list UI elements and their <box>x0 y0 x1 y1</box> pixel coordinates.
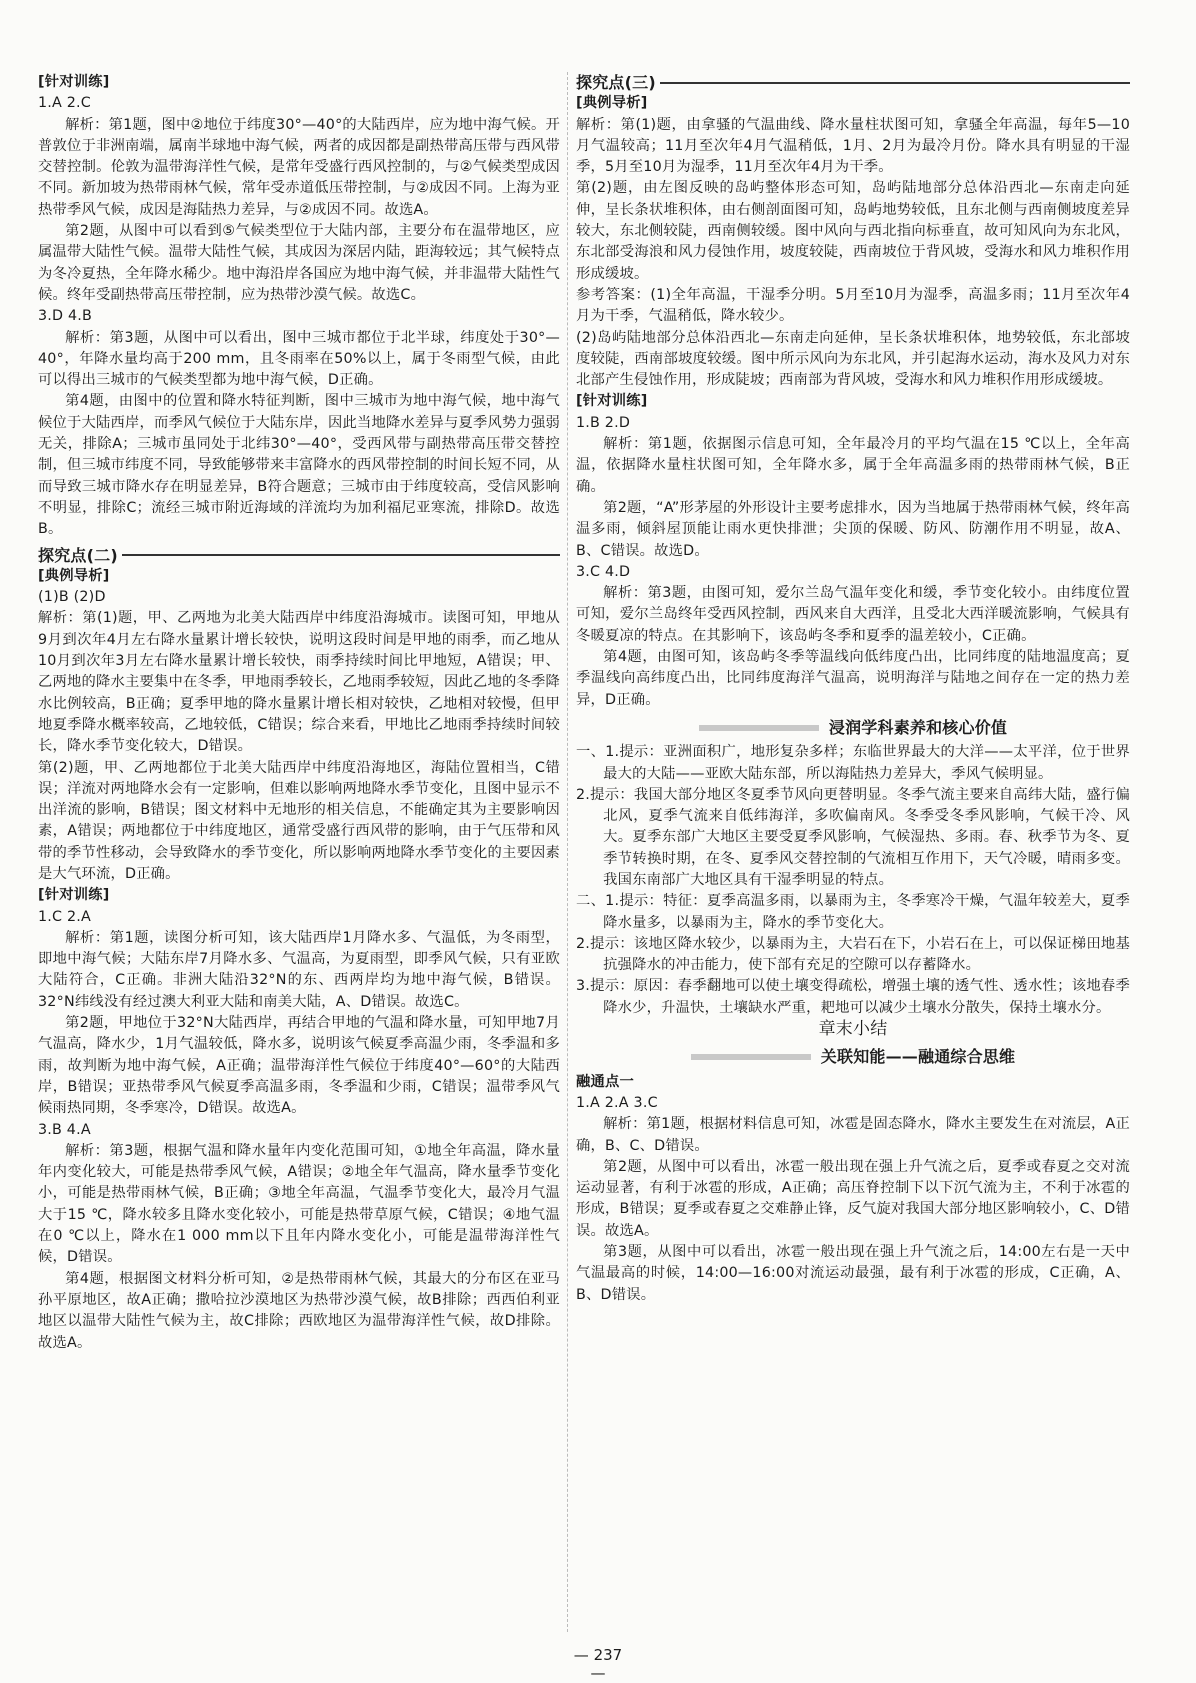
section-banner <box>576 1046 1130 1067</box>
paragraph: 第2题，从图中可以看到⑤气候类型位于大陆内部，主要分布在温带地区，应属温带大陆性气候。温带大陆性气候，其成因为深居内陆，距海较远；其气候特点为冬冷夏热，全年降水稀少。地中海沿岸各国应为地中海气候，并非温带大陆性气候。终年受副热带高压带控制，应为热带沙漠气候。故选C。 <box>38 223 560 303</box>
section-heading-text: 探究点(二) <box>38 545 118 565</box>
section-heading-text: 融通点一 <box>576 1073 634 1090</box>
section-tag: [典例导析] <box>38 567 110 584</box>
answer-line: 1.A 2.C <box>38 95 91 112</box>
paragraph: 2.提示：我国大部分地区冬夏季节风向更替明显。冬季气流主要来自高纬大陆，盛行偏北风，夏季气流来自低纬海洋，多吹偏南风。冬季受冬季风影响，气候干冷、风大。夏季东部广大地区主要受夏季风影响，气候湿热、多雨。春、秋季节为冬、夏季节转换时期，在冬、夏季风交替控制的气流相互作用下，天气冷暖，晴雨多变。我国东南部广大地区具有干湿季明显的特点。 <box>576 786 1130 888</box>
section-tag: [典例导析] <box>576 95 648 112</box>
paragraph: 一、1.提示：亚洲面积广，地形复杂多样；东临世界最大的大洋——太平洋，位于世界最大的大陆——亚欧大陆东部，所以海陆热力差异大，季风气候明显。 <box>576 744 1130 782</box>
left-column <box>38 72 560 1354</box>
answer-line: 1.C 2.A <box>38 908 91 925</box>
paragraph: 第2题，“A”形茅屋的外形设计主要考虑排水，因为当地属于热带雨林气候，终年高温多雨，倾斜屋顶能让雨水更快排泄；尖顶的保暖、防风、防潮作用不明显，故A、B、C错误。故选D。 <box>576 499 1130 559</box>
paragraph: 参考答案：(1)全年高温，干湿季分明。5月至10月为湿季，高温多雨；11月至次年4月为干季，气温稍低，降水较少。 <box>576 286 1130 325</box>
column-divider <box>567 72 568 1632</box>
paragraph: 2.提示：该地区降水较少，以暴雨为主，大岩石在下，小岩石在上，可以保证梯田地基抗强降水的冲击能力，使下部有充足的空隙可以存蓄降水。 <box>576 935 1130 974</box>
paragraph: 第2题，从图中可以看出，冰雹一般出现在强上升气流之后，夏季或春夏之交对流运动显著，有利于冰雹的形成，A正确；高压脊控制下以下沉气流为主，不利于冰雹的形成，B错误；夏季或春夏之交难静止锋，反气旋对我国大部分地区影响较小，C、D错误。故选A。 <box>576 1158 1130 1239</box>
answer-line: 3.D 4.B <box>38 308 93 325</box>
paragraph: 解析：第1题，根据材料信息可知，冰雹是固态降水，降水主要发生在对流层，A正确，B、C、D错误。 <box>576 1116 1130 1154</box>
paragraph: 解析：第(1)题，由拿骚的气温曲线、降水量柱状图可知，拿骚全年高温，每年5—10月气温较高；11月至次年4月气温稍低，1月、2月为最冷月份。降水具有明显的干湿季，5月至10月为湿季，11月至次年4月为干季。 <box>576 116 1130 176</box>
paragraph: 第4题，根据图文材料分析可知，②是热带雨林气候，其最大的分布区在亚马孙平原地区，故A正确；撒哈拉沙漠地区为热带沙漠气候，故B排除；西西伯利亚地区以温带大陆性气候为主，故C排除；西欧地区为温带海洋性气候，故D排除。故选A。 <box>38 1270 560 1351</box>
paragraph: 第(2)题，甲、乙两地都位于北美大陆西岸中纬度沿海地区，海陆位置相当，C错误；洋流对两地降水会有一定影响，但难以影响两地降水季节变化，且图中显示不出洋流的影响，B错误；图文材料中无地形的相关信息，不能确定其为主要影响因素，A错误；两地都位于中纬度地区，通常受盛行西风带的影响，由于气压带和风带的季节性移动，会导致降水的季节变化，所以影响两地降水季节变化的主要因素是大气环流，D正确。 <box>38 759 560 882</box>
section-tag: [针对训练] <box>38 74 110 90</box>
answer-line: 1.A 2.A 3.C <box>576 1094 658 1111</box>
section-heading-text: 探究点(三) <box>576 73 656 92</box>
paragraph: 第(2)题，由左图反映的岛屿整体形态可知，岛屿陆地部分总体沿西北—东南走向延伸，呈长条状堆积体，由右侧剖面图可知，岛屿地势较低，且东北侧与西南侧坡度差异较大，东北侧较陡，西南侧较缓。图中风向与西北指向标垂直，故可知风向为东北风，东北部受海浪和风力侵蚀作用，坡度较陡，西南坡位于背风坡，受海水和风力堆积作用形成缓坡。 <box>576 180 1130 282</box>
chapter-summary-title: 章末小结 <box>818 1019 888 1040</box>
section-heading <box>38 545 560 566</box>
heading-rule <box>660 82 1130 84</box>
banner-bar <box>699 725 819 731</box>
answer-line: 3.B 4.A <box>38 1121 91 1138</box>
section-banner <box>576 717 1130 738</box>
right-column <box>576 72 1130 1306</box>
paragraph: 解析：第3题，从图中可以看出，图中三城市都位于北半球，纬度处于30°—40°，年降水量均高于200 mm，且冬雨率在50%以上，属于冬雨型气候，由此可以得出三城市的气候类型都为地中海气候，D正确。 <box>38 329 560 389</box>
paragraph: 解析：第1题，依据图示信息可知，全年最冷月的平均气温在15 ℃以上，全年高温，依据降水量柱状图可知，全年降水多，属于全年高温多雨的热带雨林气候，B正确。 <box>576 436 1130 495</box>
banner-text: 浸润学科素养和核心价值 <box>828 717 1008 737</box>
paragraph: 解析：第1题，图中②地位于纬度30°—40°的大陆西岸，应为地中海气候。开普敦位于非洲南端，属南半球地中海气候，两者的成因都是副热带高压带与西风带交替控制。伦敦为温带海洋性气候，是常年受盛行西风控制的，与②气候类型成因不同。新加坡为热带雨林气候，常年受赤道低压带控制，与②成因不同。上海为亚热带季风气候，成因是海陆热力差异，与②成因不同。故选A。 <box>38 116 560 218</box>
section-heading <box>576 72 1130 93</box>
paragraph: (2)岛屿陆地部分总体沿西北—东南走向延伸，呈长条状堆积体，地势较低，东北部坡度较陡，西南部坡度较缓。图中所示风向为东北风，并引起海水运动，海水及风力对东北部产生侵蚀作用，形成陡坡；西南部为背风坡，受海水和风力堆积作用形成缓坡。 <box>576 329 1130 389</box>
paragraph: 解析：第3题，由图可知，爱尔兰岛气温年变化和缓，季节变化较小。由纬度位置可知，爱尔兰岛终年受西风控制，西风来自大西洋，且受北大西洋暖流影响，气候具有冬暖夏凉的特点。在其影响下，该岛屿冬季和夏季的温差较小，C正确。 <box>576 585 1130 644</box>
page-number: — 237 — <box>573 1646 623 1682</box>
banner-text: 关联知能——融通综合思维 <box>820 1047 1016 1067</box>
section-tag: [针对训练] <box>576 393 648 410</box>
paragraph: 解析：第1题，读图分析可知，该大陆西岸1月降水多、气温低，为冬雨型，即地中海气候；大陆东岸7月降水多、气温高，为夏雨型，即季风气候，只有亚欧大陆符合，C正确。非洲大陆沿32°N的东、西两岸均为地中海气候，B错误。32°N纬线没有经过澳大利亚大陆和南美大陆，A、D错误。故选C。 <box>38 929 560 1010</box>
answer-line: 1.B 2.D <box>576 414 631 431</box>
paragraph: 第4题，由图可知，该岛屿冬季等温线向低纬度凸出，比同纬度的陆地温度高；夏季温线向高纬度凸出，比同纬度海洋气温高，说明海洋与陆地之间存在一定的热力差异，D正确。 <box>576 649 1130 708</box>
answer-line: 3.C 4.D <box>576 563 631 580</box>
heading-rule <box>122 554 560 556</box>
paragraph: 第4题，由图中的位置和降水特征判断，图中三城市为地中海气候，地中海气候位于大陆西岸，而季风气候位于大陆东岸，因此当地降水差异与夏季风势力强弱无关，排除A；三城市虽同处于北纬30°—40°，受西风带与副热带高压带交替控制，但三城市纬度不同，导致能够带来丰富降水的西风带控制的时间长短不同，从而导致三城市降水存在明显差异，B符合题意；三城市由于纬度较高，受信风影响不明显，排除C；流经三城市附近海域的洋流均为加利福尼亚寒流，排除D。故选B。 <box>38 393 560 538</box>
paragraph: 二、1.提示：特征：夏季高温多雨，以暴雨为主，冬季寒冷干燥，气温年较差大，夏季降水量多，以暴雨为主，降水的季节变化大。 <box>576 893 1130 931</box>
section-tag: [针对训练] <box>38 887 110 904</box>
paragraph: 第2题，甲地位于32°N大陆西岸，再结合甲地的气温和降水量，可知甲地7月气温高，降水少，1月气温较低，降水多，说明该气候夏季高温少雨，冬季温和多雨，故判断为地中海气候，A正确；温带海洋性气候位于纬度40°—60°的大陆西岸，B错误；亚热带季风气候夏季高温多雨，冬季温和少雨，C错误；温带季风气候雨热同期，冬季寒冷，D错误。故选A。 <box>38 1015 560 1117</box>
banner-bar <box>691 1054 811 1060</box>
paragraph: 3.提示：原因：春季翻地可以使土壤变得疏松，增强土壤的透气性、透水性；该地春季降水少，升温快，土壤缺水严重，耙地可以减少土壤水分散失，保持土壤水分。 <box>576 978 1130 1016</box>
paragraph: 解析：第3题，根据气温和降水量年内变化范围可知，①地全年高温，降水量年内变化较大，可能是热带季风气候，A错误；②地全年气温高，降水量季节变化小，可能是热带雨林气候，B正确；③地全年高温，气温季节变化大，最冷月气温大于15 ℃，降水较多且降水变化较小，可能是热带草原气候，C错误；④地气温在0 ℃以上，降水在1 000 mm以下且年内降水变化小，可能是温带海洋性气候，D错误。 <box>38 1142 560 1266</box>
paragraph: 解析：第(1)题，甲、乙两地为北美大陆西岸中纬度沿海城市。读图可知，甲地从9月到次年4月左右降水量累计增长较快，说明这段时间是甲地的雨季，而乙地从10月到次年3月左右降水量累计增长较快，雨季持续时间比甲地短，A错误；甲、乙两地的降水主要集中在冬季，甲地雨季较长，乙地雨季较短，因此乙地的冬季降水比例较高，B正确；夏季甲地的降水量累计增长相对较快，乙地相对较慢，但甲地夏季降水概率较高，乙地较低，C错误；综合来看，甲地比乙地雨季持续时间较长，降水季节变化较大，D错误。 <box>38 610 560 755</box>
paragraph: 第3题，从图中可以看出，冰雹一般出现在强上升气流之后，14:00左右是一天中气温最高的时候，14:00—16:00对流运动最强，最有利于冰雹的形成，C正确，A、B、D错误。 <box>576 1244 1130 1303</box>
answer-line: (1)B (2)D <box>38 589 106 606</box>
